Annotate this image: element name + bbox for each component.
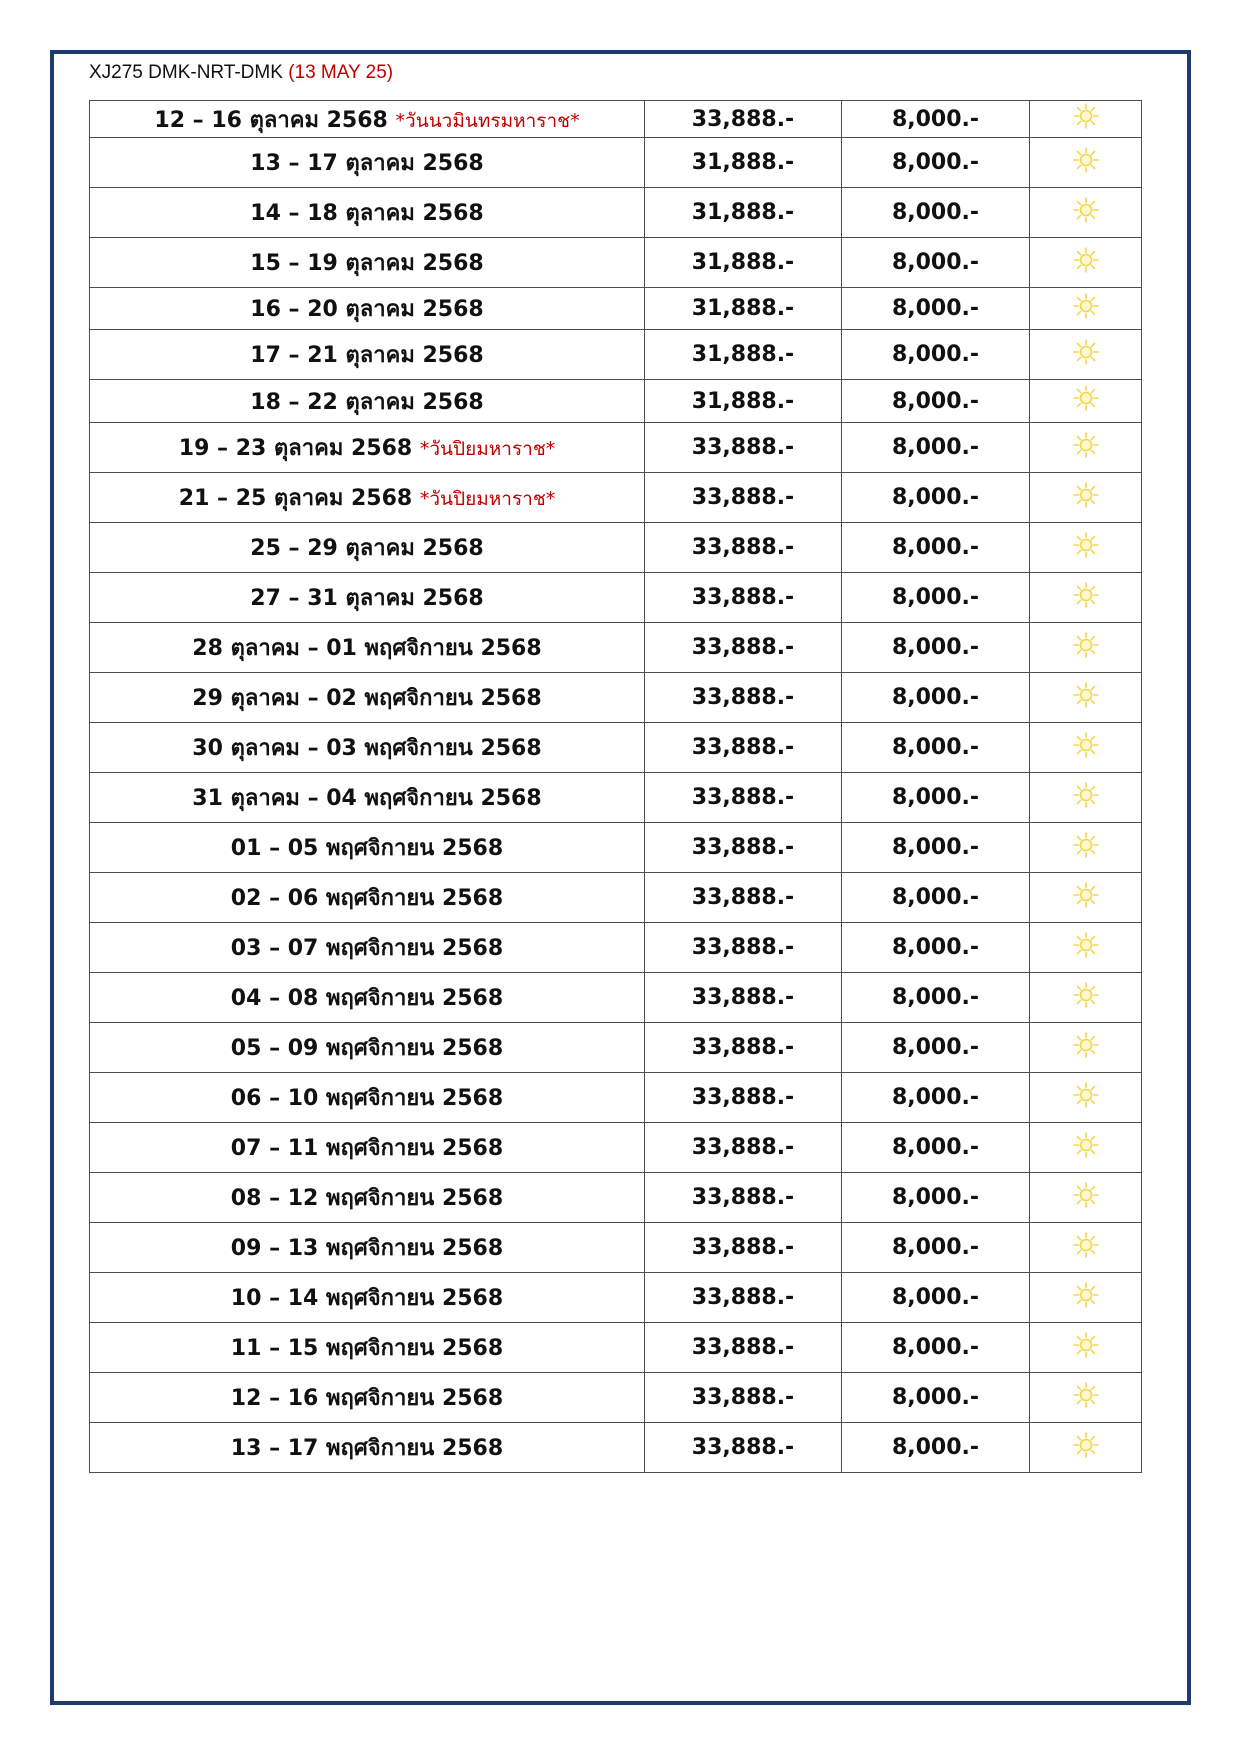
sun-icon [1071, 730, 1101, 766]
sun-icon [1071, 980, 1101, 1016]
price-cell: 33,888.- [645, 723, 842, 773]
sun-icon [1071, 1080, 1101, 1116]
single-supplement-cell: 8,000.- [842, 330, 1030, 380]
travel-dates-cell [90, 423, 645, 473]
sun-icon [1071, 680, 1101, 716]
table-row [90, 138, 1142, 188]
travel-dates-cell [90, 573, 645, 623]
single-supplement-cell: 8,000.- [842, 873, 1030, 923]
status-cell [1030, 101, 1142, 138]
sun-icon [1071, 291, 1101, 327]
travel-dates-cell [90, 188, 645, 238]
travel-dates-cell [90, 330, 645, 380]
single-supplement-cell: 8,000.- [842, 1173, 1030, 1223]
table-row [90, 1323, 1142, 1373]
travel-dates-cell [90, 973, 645, 1023]
sun-icon [1071, 1430, 1101, 1466]
single-supplement-cell: 8,000.- [842, 773, 1030, 823]
issue-date: (13 MAY 25) [288, 62, 394, 83]
price-cell: 33,888.- [645, 1023, 842, 1073]
travel-dates-cell [90, 1273, 645, 1323]
single-supplement-cell: 8,000.- [842, 380, 1030, 423]
single-supplement-cell: 8,000.- [842, 823, 1030, 873]
travel-dates: 25 – 29 ตุลาคม 2568 [250, 536, 484, 561]
table-row [90, 380, 1142, 423]
travel-dates: 09 – 13 พฤศจิกายน 2568 [230, 1236, 504, 1261]
status-cell [1030, 673, 1142, 723]
table-row [90, 330, 1142, 380]
status-cell [1030, 423, 1142, 473]
status-cell [1030, 623, 1142, 673]
sun-icon [1071, 1380, 1101, 1416]
table-row [90, 673, 1142, 723]
status-cell [1030, 1323, 1142, 1373]
status-cell [1030, 723, 1142, 773]
travel-dates: 12 – 16 ตุลาคม 2568 [154, 107, 388, 133]
single-supplement-cell: 8,000.- [842, 923, 1030, 973]
sun-icon [1071, 430, 1101, 466]
single-supplement-cell: 8,000.- [842, 188, 1030, 238]
travel-dates-cell [90, 873, 645, 923]
table-row [90, 1223, 1142, 1273]
status-cell [1030, 138, 1142, 188]
table-row [90, 238, 1142, 288]
status-cell [1030, 923, 1142, 973]
travel-dates: 03 – 07 พฤศจิกายน 2568 [230, 936, 504, 961]
price-cell: 33,888.- [645, 823, 842, 873]
sun-icon [1071, 880, 1101, 916]
single-supplement-cell: 8,000.- [842, 288, 1030, 330]
travel-dates-cell [90, 1123, 645, 1173]
table-row [90, 288, 1142, 330]
travel-dates-cell [90, 673, 645, 723]
travel-dates: 05 – 09 พฤศจิกายน 2568 [230, 1036, 504, 1061]
sun-icon [1071, 780, 1101, 816]
table-row [90, 1273, 1142, 1323]
single-supplement-cell: 8,000.- [842, 473, 1030, 523]
travel-dates: 21 – 25 ตุลาคม 2568 [178, 486, 413, 511]
table-row [90, 623, 1142, 673]
travel-dates: 13 – 17 พฤศจิกายน 2568 [230, 1436, 504, 1461]
table-row [90, 873, 1142, 923]
price-cell: 33,888.- [645, 523, 842, 573]
sun-icon [1071, 1230, 1101, 1266]
status-cell [1030, 188, 1142, 238]
single-supplement-cell: 8,000.- [842, 523, 1030, 573]
price-cell: 31,888.- [645, 330, 842, 380]
sun-icon [1071, 530, 1101, 566]
price-cell: 33,888.- [645, 1223, 842, 1273]
travel-dates: 08 – 12 พฤศจิกายน 2568 [230, 1186, 504, 1211]
holiday-note: *วันนวมินทรมหาราช* [395, 109, 580, 132]
price-cell: 31,888.- [645, 188, 842, 238]
travel-dates: 11 – 15 พฤศจิกายน 2568 [230, 1336, 504, 1361]
table-row [90, 101, 1142, 138]
travel-dates: 30 ตุลาคม – 03 พฤศจิกายน 2568 [192, 736, 542, 761]
travel-dates-cell [90, 380, 645, 423]
single-supplement-cell: 8,000.- [842, 1373, 1030, 1423]
single-supplement-cell: 8,000.- [842, 1023, 1030, 1073]
travel-dates: 06 – 10 พฤศจิกายน 2568 [230, 1086, 504, 1111]
holiday-note: *วันปิยมหาราช* [419, 488, 556, 510]
travel-dates: 15 – 19 ตุลาคม 2568 [250, 251, 484, 276]
single-supplement-cell: 8,000.- [842, 238, 1030, 288]
sun-icon [1071, 1030, 1101, 1066]
price-cell: 33,888.- [645, 923, 842, 973]
travel-dates: 02 – 06 พฤศจิกายน 2568 [230, 886, 504, 911]
single-supplement-cell: 8,000.- [842, 723, 1030, 773]
price-cell: 33,888.- [645, 473, 842, 523]
single-supplement-cell: 8,000.- [842, 138, 1030, 188]
sun-icon [1071, 930, 1101, 966]
single-supplement-cell: 8,000.- [842, 973, 1030, 1023]
holiday-note: *วันปิยมหาราช* [419, 438, 556, 460]
travel-dates-cell [90, 773, 645, 823]
travel-dates-cell [90, 823, 645, 873]
sun-icon [1071, 830, 1101, 866]
price-table-body [90, 101, 1142, 1473]
table-row [90, 423, 1142, 473]
travel-dates: 16 – 20 ตุลาคม 2568 [250, 297, 484, 322]
status-cell [1030, 1073, 1142, 1123]
sun-icon [1071, 101, 1101, 137]
sun-icon [1071, 630, 1101, 666]
single-supplement-cell: 8,000.- [842, 1123, 1030, 1173]
travel-dates-cell [90, 1323, 645, 1373]
single-supplement-cell: 8,000.- [842, 101, 1030, 138]
sun-icon [1071, 1180, 1101, 1216]
table-row [90, 1123, 1142, 1173]
travel-dates-cell [90, 1223, 645, 1273]
table-row [90, 473, 1142, 523]
travel-dates: 14 – 18 ตุลาคม 2568 [250, 201, 484, 226]
status-cell [1030, 823, 1142, 873]
price-cell: 33,888.- [645, 1423, 842, 1473]
sun-icon [1071, 337, 1101, 373]
price-cell: 33,888.- [645, 973, 842, 1023]
single-supplement-cell: 8,000.- [842, 1223, 1030, 1273]
travel-dates: 27 – 31 ตุลาคม 2568 [250, 586, 484, 611]
status-cell [1030, 238, 1142, 288]
status-cell [1030, 473, 1142, 523]
table-row [90, 923, 1142, 973]
sun-icon [1071, 1130, 1101, 1166]
travel-dates: 28 ตุลาคม – 01 พฤศจิกายน 2568 [192, 636, 542, 661]
table-row [90, 773, 1142, 823]
travel-dates-cell [90, 101, 645, 138]
table-row [90, 1073, 1142, 1123]
travel-dates-cell [90, 623, 645, 673]
travel-dates-cell [90, 723, 645, 773]
status-cell [1030, 288, 1142, 330]
price-cell: 33,888.- [645, 573, 842, 623]
table-row [90, 723, 1142, 773]
status-cell [1030, 1373, 1142, 1423]
route-title: XJ275 DMK-NRT-DMK [89, 62, 283, 83]
single-supplement-cell: 8,000.- [842, 673, 1030, 723]
single-supplement-cell: 8,000.- [842, 1323, 1030, 1373]
status-cell [1030, 380, 1142, 423]
status-cell [1030, 1123, 1142, 1173]
price-cell: 31,888.- [645, 288, 842, 330]
sun-icon [1071, 1330, 1101, 1366]
sun-icon [1071, 383, 1101, 419]
status-cell [1030, 873, 1142, 923]
travel-dates-cell [90, 138, 645, 188]
single-supplement-cell: 8,000.- [842, 573, 1030, 623]
travel-dates: 10 – 14 พฤศจิกายน 2568 [230, 1286, 504, 1311]
travel-dates-cell [90, 1173, 645, 1223]
travel-dates-cell [90, 1423, 645, 1473]
travel-dates: 13 – 17 ตุลาคม 2568 [250, 151, 484, 176]
status-cell [1030, 330, 1142, 380]
status-cell [1030, 973, 1142, 1023]
sun-icon [1071, 145, 1101, 181]
travel-dates-cell [90, 923, 645, 973]
single-supplement-cell: 8,000.- [842, 1073, 1030, 1123]
price-cell: 33,888.- [645, 773, 842, 823]
table-row [90, 523, 1142, 573]
travel-dates-cell [90, 1023, 645, 1073]
price-cell: 33,888.- [645, 1073, 842, 1123]
price-cell: 33,888.- [645, 1373, 842, 1423]
travel-dates: 07 – 11 พฤศจิกายน 2568 [230, 1136, 504, 1161]
table-row [90, 1373, 1142, 1423]
price-cell: 33,888.- [645, 423, 842, 473]
price-cell: 33,888.- [645, 101, 842, 138]
price-cell: 33,888.- [645, 623, 842, 673]
status-cell [1030, 573, 1142, 623]
status-cell [1030, 523, 1142, 573]
status-cell [1030, 1423, 1142, 1473]
price-cell: 33,888.- [645, 673, 842, 723]
travel-dates: 04 – 08 พฤศจิกายน 2568 [230, 986, 504, 1011]
travel-dates: 29 ตุลาคม – 02 พฤศจิกายน 2568 [192, 686, 542, 711]
sun-icon [1071, 195, 1101, 231]
travel-dates: 12 – 16 พฤศจิกายน 2568 [230, 1386, 504, 1411]
price-cell: 31,888.- [645, 380, 842, 423]
sun-icon [1071, 245, 1101, 281]
sun-icon [1071, 580, 1101, 616]
table-row [90, 973, 1142, 1023]
price-cell: 33,888.- [645, 1173, 842, 1223]
travel-dates-cell [90, 238, 645, 288]
travel-dates-cell [90, 473, 645, 523]
price-cell: 31,888.- [645, 138, 842, 188]
sun-icon [1071, 480, 1101, 516]
price-cell: 31,888.- [645, 238, 842, 288]
status-cell [1030, 773, 1142, 823]
table-row [90, 573, 1142, 623]
single-supplement-cell: 8,000.- [842, 423, 1030, 473]
table-row [90, 823, 1142, 873]
price-table [89, 100, 1142, 1473]
status-cell [1030, 1173, 1142, 1223]
table-row [90, 1023, 1142, 1073]
sun-icon [1071, 1280, 1101, 1316]
travel-dates: 01 – 05 พฤศจิกายน 2568 [230, 836, 504, 861]
travel-dates-cell [90, 1073, 645, 1123]
table-row [90, 1173, 1142, 1223]
travel-dates-cell [90, 523, 645, 573]
status-cell [1030, 1023, 1142, 1073]
single-supplement-cell: 8,000.- [842, 623, 1030, 673]
single-supplement-cell: 8,000.- [842, 1273, 1030, 1323]
price-cell: 33,888.- [645, 1273, 842, 1323]
travel-dates: 19 – 23 ตุลาคม 2568 [178, 436, 413, 461]
travel-dates: 18 – 22 ตุลาคม 2568 [250, 389, 484, 415]
single-supplement-cell: 8,000.- [842, 1423, 1030, 1473]
page-header [89, 62, 393, 84]
price-cell: 33,888.- [645, 1323, 842, 1373]
status-cell [1030, 1273, 1142, 1323]
travel-dates: 31 ตุลาคม – 04 พฤศจิกายน 2568 [192, 786, 542, 811]
table-row [90, 1423, 1142, 1473]
travel-dates-cell [90, 1373, 645, 1423]
travel-dates-cell [90, 288, 645, 330]
price-cell: 33,888.- [645, 873, 842, 923]
travel-dates: 17 – 21 ตุลาคม 2568 [250, 343, 484, 368]
price-cell: 33,888.- [645, 1123, 842, 1173]
status-cell [1030, 1223, 1142, 1273]
table-row [90, 188, 1142, 238]
